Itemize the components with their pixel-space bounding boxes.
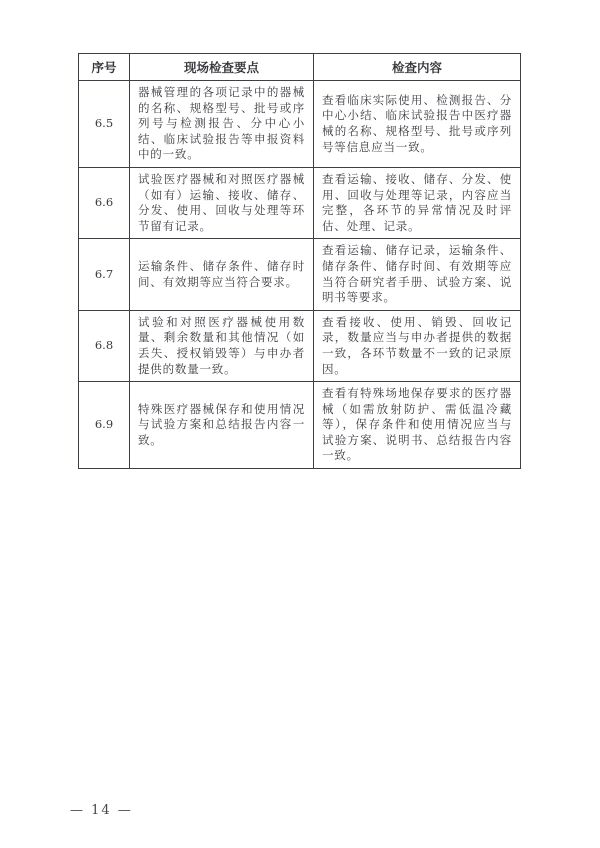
table-row — [79, 167, 521, 238]
inspection-content-cell: 查看接收、使用、销毁、回收记录，数量应当与申办者提供的数据一致，各环节数量不一致的记录原因。 — [314, 310, 521, 381]
col-header-index: 序号 — [79, 54, 130, 81]
inspection-point-cell: 试验医疗器械和对照医疗器械（如有）运输、接收、储存、分发、使用、回收与处理等环节留有记录。 — [130, 167, 314, 238]
table-row — [79, 382, 521, 469]
inspection-content-cell: 查看运输、储存记录，运输条件、储存条件、储存时间、有效期等应当符合研究者手册、试验方案、说明书等要求。 — [314, 239, 521, 310]
inspection-content-cell: 查看有特殊场地保存要求的医疗器械（如需放射防护、需低温冷藏等），保存条件和使用情况应当与试验方案、说明书、总结报告内容一致。 — [314, 382, 521, 469]
page-number: — 14 — — [70, 803, 133, 818]
inspection-point-cell: 试验和对照医疗器械使用数量、剩余数量和其他情况（如丢失、授权销毁等）与申办者提供的数量一致。 — [130, 310, 314, 381]
table-header-row — [79, 54, 521, 81]
inspection-point-cell: 运输条件、储存条件、储存时间、有效期等应当符合要求。 — [130, 239, 314, 310]
col-header-inspection-content: 检查内容 — [314, 54, 521, 81]
inspection-content-cell: 查看临床实际使用、检测报告、分中心小结、临床试验报告中医疗器械的名称、规格型号、批号或序列号等信息应当一致。 — [314, 81, 521, 168]
row-id-cell: 6.5 — [79, 81, 130, 168]
row-id-cell: 6.7 — [79, 239, 130, 310]
row-id-cell: 6.6 — [79, 167, 130, 238]
row-id-cell: 6.9 — [79, 382, 130, 469]
col-header-inspection-point: 现场检查要点 — [130, 54, 314, 81]
inspection-point-cell: 特殊医疗器械保存和使用情况与试验方案和总结报告内容一致。 — [130, 382, 314, 469]
table-row — [79, 310, 521, 381]
table-row — [79, 239, 521, 310]
inspection-point-cell: 器械管理的各项记录中的器械的名称、规格型号、批号或序列号与检测报告、分中心小结、临床试验报告等申报资料中的一致。 — [130, 81, 314, 168]
inspection-content-cell: 查看运输、接收、储存、分发、使用、回收与处理等记录，内容应当完整，各环节的异常情况及时评估、处理、记录。 — [314, 167, 521, 238]
inspection-table — [78, 53, 521, 469]
table-row — [79, 81, 521, 168]
row-id-cell: 6.8 — [79, 310, 130, 381]
